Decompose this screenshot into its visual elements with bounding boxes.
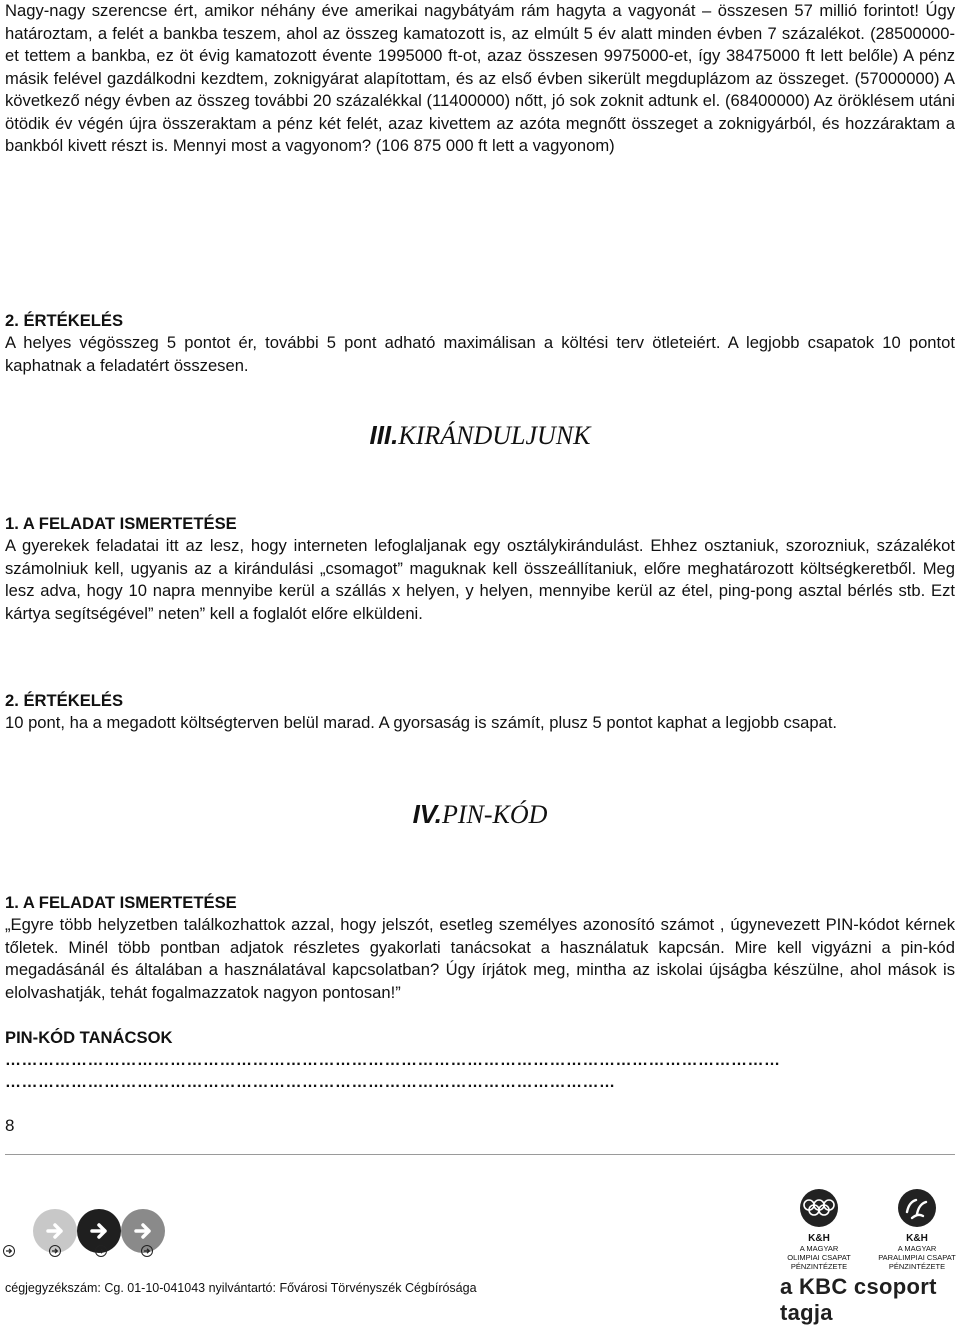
paralympic-agitos-icon [876, 1188, 958, 1228]
arrow-right-icon [141, 1245, 153, 1257]
dots-line-2: ………………………………………………………………………………………………… [5, 1074, 616, 1091]
kbc-tagline: a KBC csoport tagja [780, 1274, 937, 1325]
paralympic-line3: PÉNZINTÉZETE [888, 1262, 946, 1271]
arrow-right-icon [49, 1245, 61, 1257]
section3-eval-text: 10 pont, ha a megadott költségterven belül marad. A gyorsaság is számít, plusz 5 pontot kaphat a legjobb csapat. [5, 713, 838, 732]
section3-task-text: A gyerekek feladatai itt az lesz, hogy interneten lefoglaljanak egy osztálykirándulást. Ehhez osztaniuk, szorozniuk, százalékot számolniuk kell, ugyanis az a kirándulási „csomagot” maguknak kell összeállítaniuk, előre meghatározott költségkeretből. Meg lesz adva, hogy 10 napra mennyibe kerül a szállás x helyen, y helyen, mennyibe kerül az étel, ping-pong asztal bérlés stb. Ezt kártya segítségével” neten” kell a foglalót előre elküldeni. [5, 536, 955, 623]
olympic-line3: PÉNZINTÉZETE [790, 1262, 848, 1271]
footer-divider [5, 1154, 955, 1155]
arrow-right-icon [3, 1245, 15, 1257]
section4-task-text: „Egyre több helyzetben találkozhattok azzal, hogy jelszót, esetleg személyes azonosító számot , úgynevezett PIN-kódot kérnek tőletek. Minél több pontban adjatok részletes gyakorlati tanácsokat a használatuk kapcsán. Mire kell vigyázni a pin-kód megadásánál és általában a használatával kapcsolatban? Úgy írjátok meg, mintha az iskolai újságba készülne, ahol mások is elolvashatják, tehát fogalmazzatok nagyon pontosan!” [5, 915, 955, 1002]
paralympic-line2: PARALIMPIAI CSAPAT [878, 1253, 956, 1262]
olympic-line2: OLIMPIAI CSAPAT [787, 1253, 851, 1262]
paralympic-brand: K&H [906, 1233, 928, 1244]
olympic-brand: K&H [808, 1233, 830, 1244]
section4-task-heading: 1. A FELADAT ISMERTETÉSE [5, 893, 237, 912]
section3-title [0, 419, 960, 452]
section3-task-heading: 1. A FELADAT ISMERTETÉSE [5, 514, 237, 533]
arrow-right-icon [95, 1245, 107, 1257]
section4-title-text: PIN-KÓD [441, 800, 548, 829]
olympic-line1: A MAGYAR [799, 1244, 839, 1253]
section3-title-text: KIRÁNDULJUNK [398, 421, 591, 450]
page-number: 8 [5, 1116, 15, 1135]
dots-line-1: …………………………………………………………………………………………………………………………… [5, 1052, 781, 1069]
section4-number: IV. [412, 799, 442, 829]
tips-heading: PIN-KÓD TANÁCSOK [5, 1028, 173, 1047]
paralympic-team-logo [876, 1188, 958, 1271]
paralympic-line1: A MAGYAR [897, 1244, 937, 1253]
olympic-rings-icon [778, 1188, 860, 1228]
section3-number: III. [369, 420, 399, 450]
olympic-team-logo [778, 1188, 860, 1271]
intro-paragraph: Nagy-nagy szerencse ért, amikor néhány éve amerikai nagybátyám rám hagyta a vagyonát – összesen 57 millió forintot! Úgy határoztam, a felét a bankba teszem, ahol az összeg kamatozott is, az elmúlt 5 év alatt minden évben 7 százalékot. (28500000-et tettem a bankba, ez öt évig kamatozott évente 1995000 ft-ot, azaz összesen 9975000-et, így 38475000 ft lett belőle) A pénz másik felével gazdálkodni kezdtem, zoknigyárat alapítottam, és az első évben sikerült megduplázom az összeget. (57000000) A következő négy évben az összeg további 20 százalékkal (11400000) nőtt, jó sok zoknit adtunk el. (68400000) Az öröklésem utáni ötödik év végén újra összeraktam a pénz két felét, azaz kivettem az azóta megnőtt összeget a zoknigyárból, és hozzáraktam a bankból kivett részt is. Mennyi most a vagyonom? (106 875 000 ft lett a vagyonom) [5, 1, 955, 155]
section2-eval-heading: 2. ÉRTÉKELÉS [5, 311, 124, 330]
section3-eval-heading: 2. ÉRTÉKELÉS [5, 691, 124, 710]
company-registry-text: cégjegyzékszám: Cg. 01-10-041043 nyilvántartó: Fővárosi Törvényszék Cégbírósága [5, 1281, 477, 1295]
section4-title [0, 798, 960, 831]
section2-eval-text: A helyes végösszeg 5 pontot ér, további 5 pont adható maximálisan a költési terv ötleteiért. A legjobb csapatok 10 pontot kaphatnak a feladatért összesen. [5, 333, 955, 375]
